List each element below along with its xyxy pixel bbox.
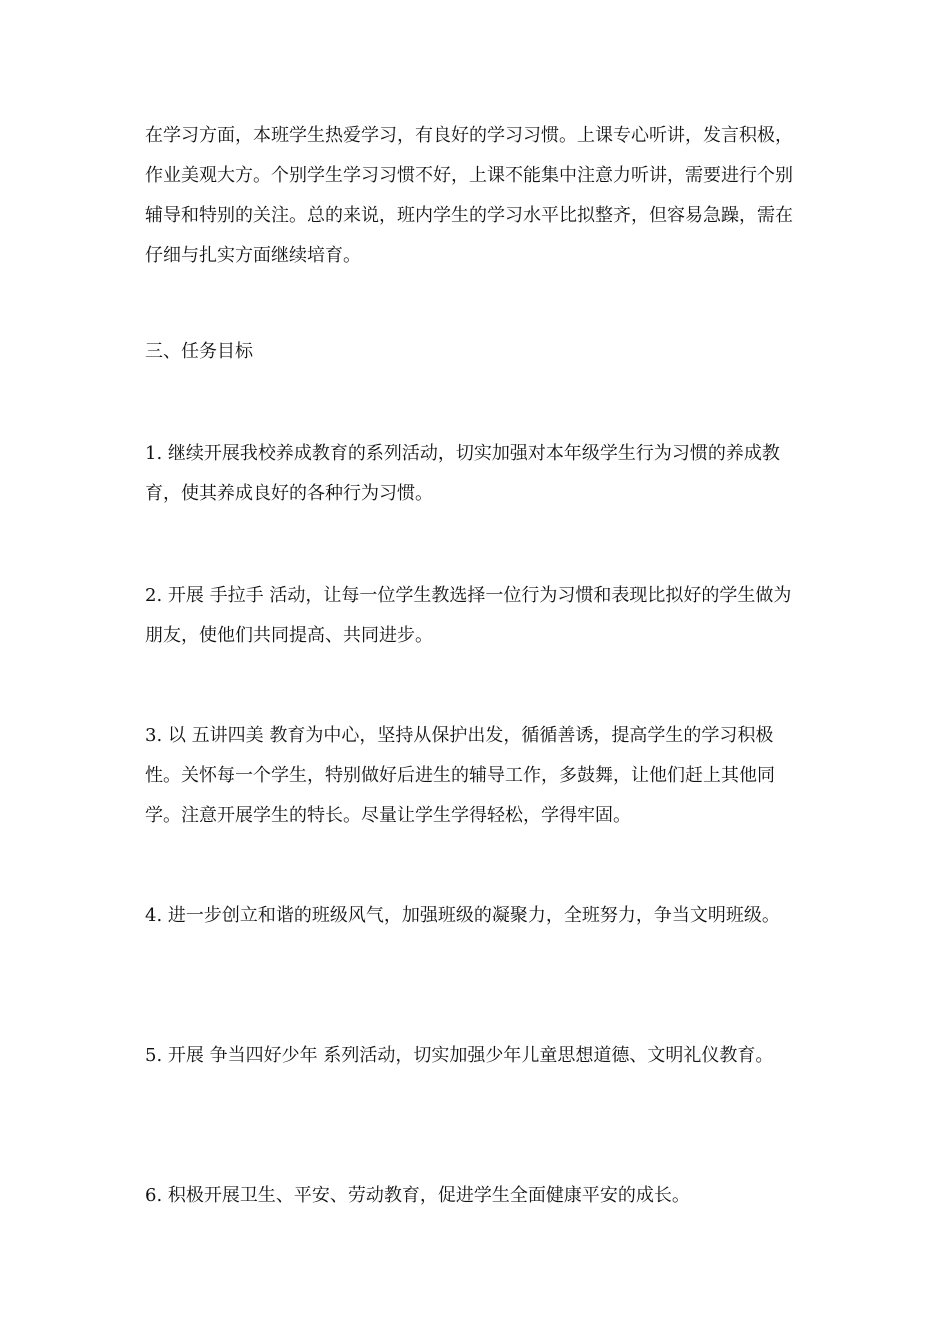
goal-item-3: 3. 以 五讲四美 教育为中心，坚持从保护出发，循循善诱，提高学生的学习积极性。关怀每一个学生，特别做好后进生的辅导工作，多鼓舞，让他们赶上其他同学。注意开展学生的特长。尽量让学生学得轻松，学得牢固。 xyxy=(145,725,775,826)
goal-item-4: 4. 进一步创立和谐的班级风气，加强班级的凝聚力，全班努力，争当文明班级。 xyxy=(145,905,780,926)
section-heading: 三、任务目标 xyxy=(145,341,253,362)
goal-item-1: 1. 继续开展我校养成教育的系列活动，切实加强对本年级学生行为习惯的养成教育，使其养成良好的各种行为习惯。 xyxy=(145,443,780,504)
intro-paragraph: 在学习方面，本班学生热爱学习，有良好的学习习惯。上课专心听讲，发言积极，作业美观大方。个别学生学习习惯不好，上课不能集中注意力听讲，需要进行个别辅导和特别的关注。总的来说，班内学生的学习水平比拟整齐，但容易急躁，需在仔细与扎实方面继续培育。 xyxy=(145,125,793,266)
goal-item-5: 5. 开展 争当四好少年 系列活动，切实加强少年儿童思想道德、文明礼仪教育。 xyxy=(145,1045,774,1066)
goal-item-2: 2. 开展 手拉手 活动，让每一位学生教选择一位行为习惯和表现比拟好的学生做为朋友，使他们共同提高、共同进步。 xyxy=(145,585,792,646)
goal-item-6: 6. 积极开展卫生、平安、劳动教育，促进学生全面健康平安的成长。 xyxy=(145,1185,690,1206)
